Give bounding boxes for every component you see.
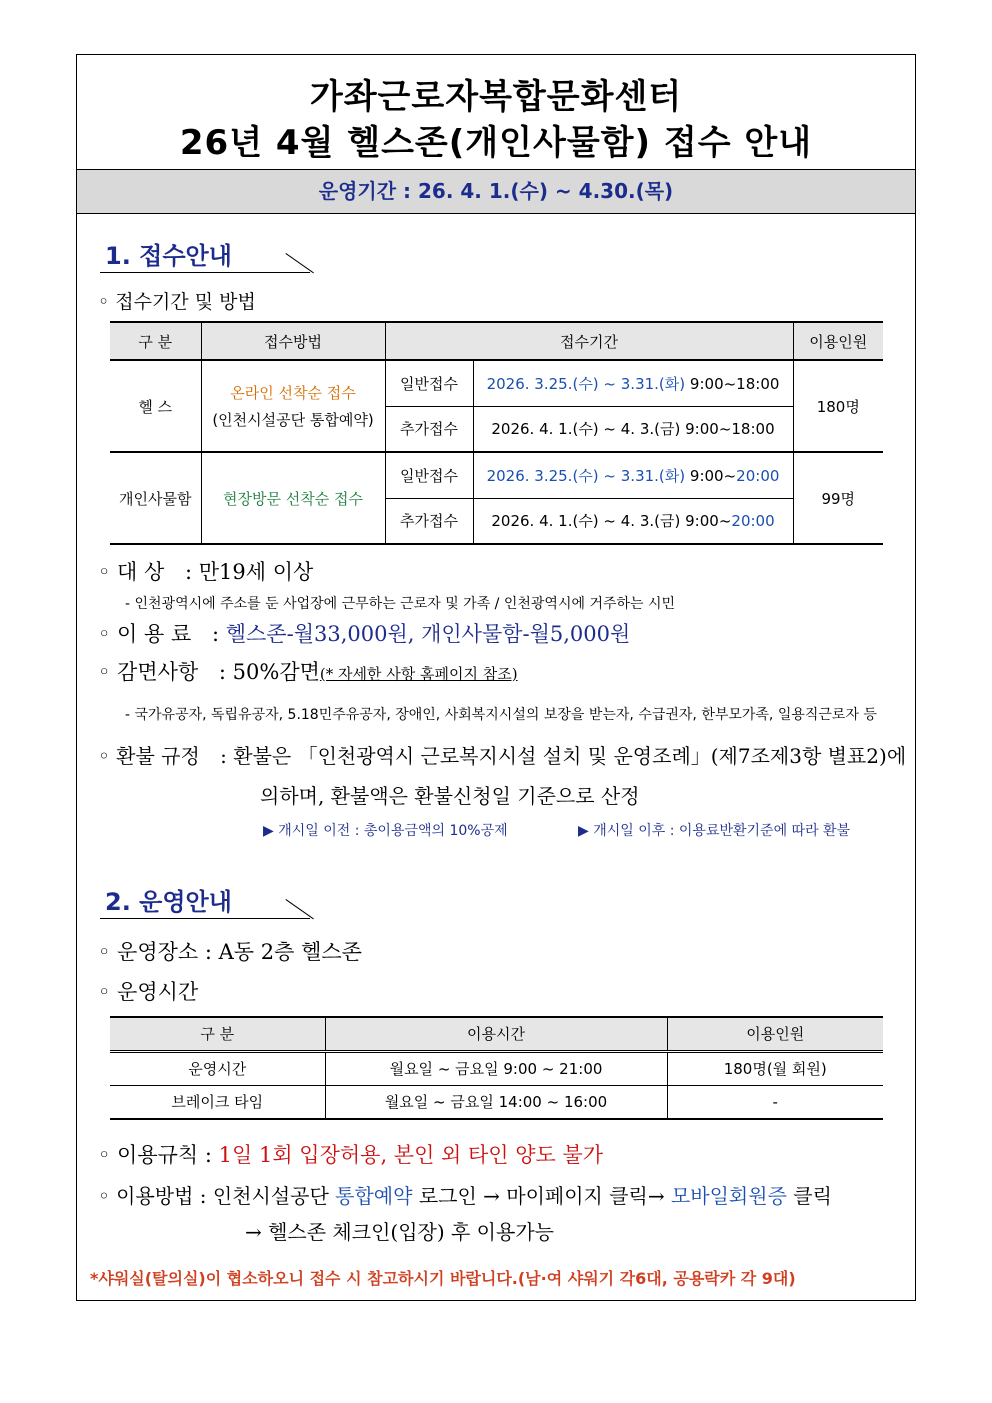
table-header: 구 분 <box>110 1017 325 1051</box>
discount-label: ◦ 감면사항 <box>98 660 199 684</box>
usage-rule-value: 1일 1회 입장허용, 본인 외 타인 양도 불가 <box>218 1143 604 1167</box>
table-header: 이용인원 <box>667 1017 883 1051</box>
table-row: 운영시간 월요일 ~ 금요일 9:00 ~ 21:00 180명(월 회원) <box>110 1051 883 1085</box>
fee-label: ◦ 이 용 료 <box>98 622 192 646</box>
period-cell: 2026. 4. 1.(수) ~ 4. 3.(금) 9:00~18:00 <box>473 406 793 452</box>
table-row <box>110 360 883 406</box>
usage-rule-label: ◦ 이용규칙 : <box>98 1143 212 1167</box>
reception-subheading: ◦ 접수기간 및 방법 <box>98 291 256 313</box>
refund-row <box>98 740 906 769</box>
type-cell: 추가접수 <box>385 498 473 544</box>
period-cell: 2026. 3.25.(수) ~ 3.31.(화) 9:00~18:00 <box>473 360 793 406</box>
usage-method-line2: → 헬스존 체크인(입장) 후 이용가능 <box>245 1220 554 1244</box>
type-cell: 일반접수 <box>385 452 473 498</box>
discount-value: : 50%감면 <box>218 660 320 684</box>
refund-label: ◦ 환불 규정 <box>98 744 200 768</box>
target-row <box>98 556 313 586</box>
refund-line1: : 환불은 「인천광역시 근로복지시설 설치 및 운영조례」(제7조제3항 별표2)에 <box>220 744 907 768</box>
method-cell <box>201 360 385 452</box>
section1-underline <box>100 272 310 273</box>
reception-table <box>110 321 883 545</box>
usage-method-row: ◦ 이용방법 : 인천시설공단 통합예약 로그인 → 마이페이지 클릭→ 모바일회원증 클릭 <box>98 1184 832 1208</box>
target-note: - 인천광역시에 주소를 둔 사업장에 근무하는 근로자 및 가족 / 인천광역시에 거주하는 시민 <box>125 596 676 612</box>
section2-underline <box>100 918 310 919</box>
table-header: 이용인원 <box>793 322 883 360</box>
page-subtitle: 26년 4월 헬스존(개인사물함) 접수 안내 <box>179 123 813 163</box>
page-title: 가좌근로자복합문화센터 <box>309 77 683 117</box>
type-cell: 일반접수 <box>385 360 473 406</box>
fee-value: 헬스존-월33,000원, 개인사물함-월5,000원 <box>225 622 631 646</box>
table-header: 구 분 <box>110 322 201 360</box>
table-header: 이용시간 <box>325 1017 667 1051</box>
mobile-membership-link: 모바일회원증 <box>670 1184 787 1208</box>
target-label: ◦ 대 상 <box>98 560 165 584</box>
table-header: 접수방법 <box>201 322 385 360</box>
table-row: 브레이크 타임 월요일 ~ 금요일 14:00 ~ 16:00 - <box>110 1085 883 1119</box>
category-cell: 헬 스 <box>110 360 201 452</box>
type-cell: 추가접수 <box>385 406 473 452</box>
category-cell: 개인사물함 <box>110 452 201 544</box>
discount-list: - 국가유공자, 독립유공자, 5.18민주유공자, 장애인, 사회복지시설의 보장을 받는자, 수급권자, 한부모가족, 일용직근로자 등 <box>125 707 877 723</box>
usage-method-label: ◦ 이용방법 : <box>98 1184 207 1208</box>
period-cell: 2026. 3.25.(수) ~ 3.31.(화) 9:00~20:00 <box>473 452 793 498</box>
operation-hours-heading: ◦ 운영시간 <box>98 980 199 1004</box>
section2-heading: 2. 운영안내 <box>105 888 232 916</box>
refund-before: ▶ 개시일 이전 : 총이용금액의 10%공제 <box>263 823 508 839</box>
target-value: : 만19세 이상 <box>185 560 314 584</box>
method-cell: 현장방문 선착순 접수 <box>201 452 385 544</box>
integrated-reservation-link: 통합예약 <box>335 1184 413 1208</box>
discount-row <box>98 656 518 686</box>
table-header: 접수기간 <box>385 322 793 360</box>
method-online: 온라인 선착순 접수 <box>230 384 356 402</box>
method-online-note: (인천시설공단 통합예약) <box>212 411 374 429</box>
fee-row: ◦ 이 용 료 : 헬스존-월33,000원, 개인사물함-월5,000원 <box>98 622 631 646</box>
operation-hours-table <box>110 1016 883 1120</box>
table-row <box>110 452 883 498</box>
usage-rule-row <box>98 1139 603 1169</box>
refund-after: ▶ 개시일 이후 : 이용료반환기준에 따라 환불 <box>578 823 851 839</box>
capacity-cell: 99명 <box>793 452 883 544</box>
section1-heading: 1. 접수안내 <box>105 242 232 270</box>
capacity-cell: 180명 <box>793 360 883 452</box>
operation-period-banner: 운영기간 : 26. 4. 1.(수) ~ 4.30.(목) <box>77 169 915 214</box>
refund-line2: 의하며, 환불액은 환불신청일 기준으로 산정 <box>260 784 640 808</box>
discount-note: (* 자세한 사항 홈페이지 참조) <box>319 665 518 683</box>
footer-note: *샤워실(탈의실)이 협소하오니 접수 시 참고하시기 바랍니다.(남·여 샤워기 각6대, 공용락카 각 9대) <box>90 1269 796 1288</box>
operation-place: ◦ 운영장소 : A동 2층 헬스존 <box>98 940 362 964</box>
period-cell: 2026. 4. 1.(수) ~ 4. 3.(금) 9:00~20:00 <box>473 498 793 544</box>
